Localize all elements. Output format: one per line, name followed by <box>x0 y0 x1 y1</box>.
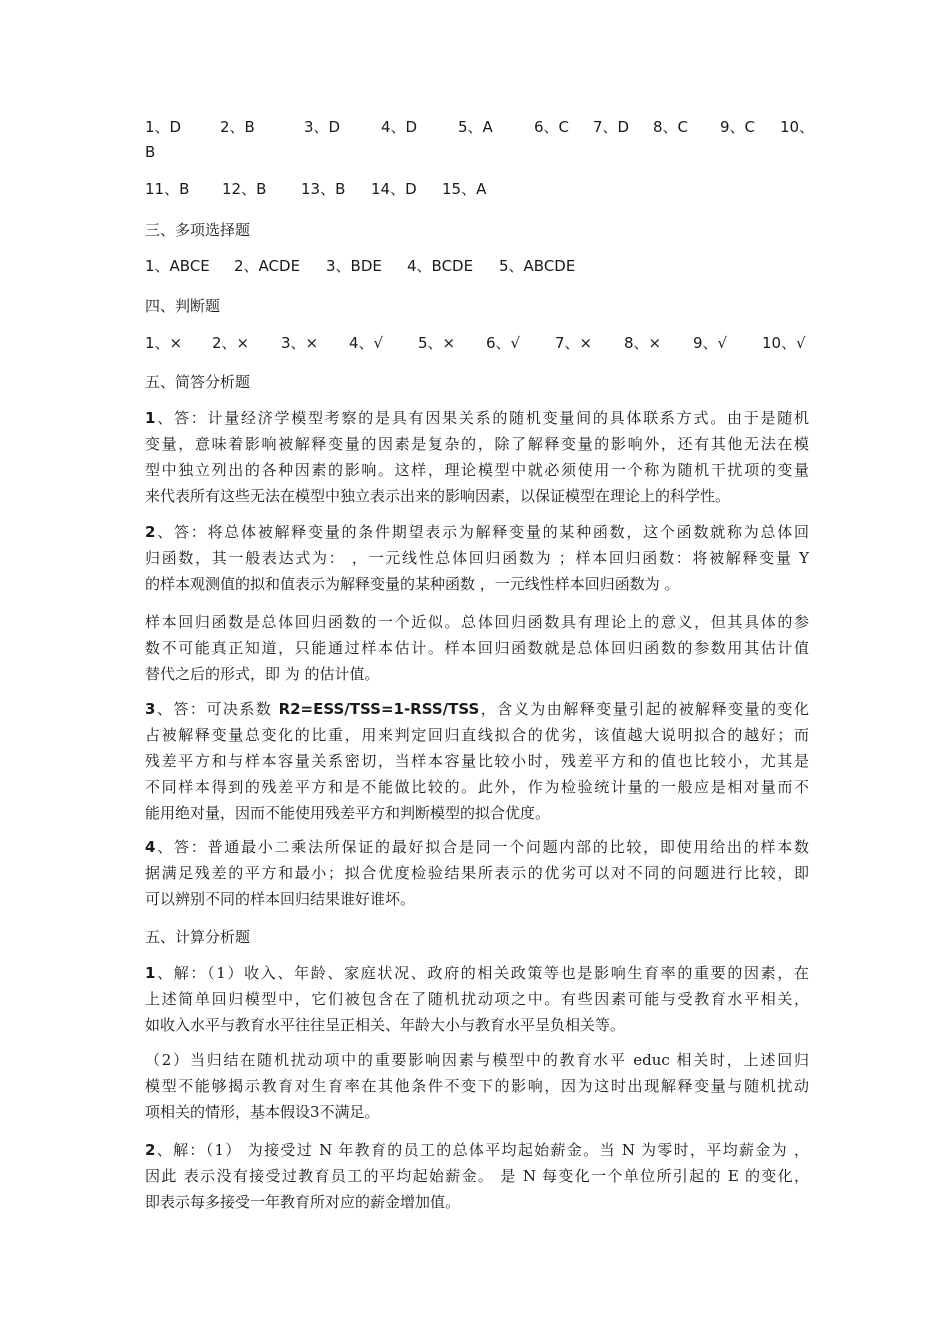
section-heading-calculation: 五、计算分析题 <box>145 928 251 946</box>
paragraph-line: 、答：将总体被解释变量的条件期望表示为解释变量的某种函数，这个函数就称为总体回 <box>155 523 809 541</box>
paragraph-line: ，含义为由解释变量引起的被解释变量的变化 <box>479 700 809 718</box>
calculation-q1-part2 <box>145 1047 809 1125</box>
paragraph-line: 不同样本得到的残差平方和是不能做比较的。此外，作为检验统计量的一般应是相对量而不 <box>145 778 809 796</box>
answer-item: 9、C <box>720 118 756 136</box>
answer-item: 2、B <box>220 118 255 136</box>
answer-item: 4、D <box>381 118 418 136</box>
calculation-q1 <box>145 960 809 1038</box>
formula: R2=ESS/TSS=1-RSS/TSS <box>278 700 480 718</box>
paragraph-line: 型中独立列出的各种因素的影响。这样，理论模型中就必须使用一个称为随机干扰项的变量 <box>145 461 809 479</box>
short-answer-q2 <box>145 519 809 597</box>
answer-item: 1、D <box>145 118 182 136</box>
paragraph-line: 即表示每多接受一年教育所对应的薪金增加值。 <box>145 1193 461 1211</box>
answer-item: 14、D <box>371 180 417 198</box>
paragraph-line: 项相关的情形，基本假设3不满足。 <box>145 1103 380 1121</box>
paragraph-line: 归函数，其一般表达式为： ，一元线性总体回归函数为 ；样本回归函数：将被解释变量 Y <box>145 549 809 567</box>
paragraph-line: 模型不能够揭示教育对生育率在其他条件不变下的影响，因为这时出现解释变量与随机扰动 <box>145 1077 809 1095</box>
paragraph-line: 占被解释变量总变化的比重，用来判定回归直线拟合的优劣，该值越大说明拟合的越好；而 <box>145 726 809 744</box>
question-number: 1 <box>145 409 156 427</box>
answer-item: 4、√ <box>349 334 384 352</box>
section-heading-multi-choice: 三、多项选择题 <box>145 221 251 239</box>
answer-item: 3、D <box>304 118 341 136</box>
answer-item: 6、√ <box>486 334 521 352</box>
paragraph-line: 能用绝对量，因而不能使用残差平方和判断模型的拟合优度。 <box>145 804 551 822</box>
answer-item: 4、BCDE <box>407 257 474 275</box>
answer-item: 6、C <box>534 118 570 136</box>
answer-item: 5、× <box>418 334 456 352</box>
answer-item: 10、 <box>780 118 815 136</box>
question-number: 4 <box>145 838 156 856</box>
paragraph-line: 样本回归函数是总体回归函数的一个近似。总体回归函数具有理论上的意义，但其具体的参 <box>145 613 809 631</box>
section-heading-judgement: 四、判断题 <box>145 297 221 315</box>
answer-item: 3、× <box>281 334 319 352</box>
paragraph-line: 据满足残差的平方和最小；拟合优度检验结果所表示的优劣可以对不同的问题进行比较，即 <box>145 864 809 882</box>
paragraph-line: 因此 表示没有接受过教育员工的平均起始薪金。 是 N 每变化一个单位所引起的 E 的变化， <box>145 1167 809 1185</box>
paragraph-line: 替代之后的形式，即 为 的估计值。 <box>145 665 380 683</box>
paragraph-line: 的样本观测值的拟和值表示为解释变量的某种函数 ，一元线性样本回归函数为 。 <box>145 575 680 593</box>
answer-item: 7、D <box>593 118 630 136</box>
paragraph-line: 、解：（1）收入、年龄、家庭状况、政府的相关政策等也是影响生育率的重要的因素，在 <box>155 964 809 982</box>
paragraph-line: 变量，意味着影响被解释变量的因素是复杂的，除了解释变量的影响外，还有其他无法在模 <box>145 435 809 453</box>
answer-item: B <box>145 143 156 161</box>
question-number: 2 <box>145 523 156 541</box>
answer-item: 8、× <box>624 334 662 352</box>
paragraph-line: 如收入水平与教育水平往往呈正相关、年龄大小与教育水平呈负相关等。 <box>145 1016 626 1034</box>
short-answer-q4 <box>145 834 809 912</box>
answer-item: 1、ABCE <box>145 257 210 275</box>
answer-item: 13、B <box>301 180 346 198</box>
answer-item: 8、C <box>653 118 689 136</box>
short-answer-q1 <box>145 405 809 509</box>
section-heading-short-answer: 五、简答分析题 <box>145 373 251 391</box>
paragraph-line: 、答：普通最小二乘法所保证的最好拟合是同一个问题内部的比较，即使用给出的样本数 <box>155 838 809 856</box>
calculation-q2 <box>145 1137 809 1215</box>
short-answer-q2-para2 <box>145 609 809 687</box>
answer-item: 2、× <box>212 334 250 352</box>
paragraph-line: 、答：可决系数 <box>155 700 279 718</box>
question-number: 3 <box>145 700 156 718</box>
answer-item: 5、A <box>458 118 493 136</box>
answer-item: 12、B <box>222 180 267 198</box>
paragraph-line: 上述简单回归模型中，它们被包含在了随机扰动项之中。有些因素可能与受教育水平相关， <box>145 990 809 1008</box>
answer-item: 7、× <box>555 334 593 352</box>
answer-item: 11、B <box>145 180 190 198</box>
answer-item: 3、BDE <box>326 257 382 275</box>
answer-item: 15、A <box>442 180 487 198</box>
answer-item: 5、ABCDE <box>499 257 576 275</box>
short-answer-q3 <box>145 696 809 826</box>
answer-item: 10、√ <box>762 334 806 352</box>
answer-item: 2、ACDE <box>234 257 301 275</box>
paragraph-line: （2）当归结在随机扰动项中的重要影响因素与模型中的教育水平 educ 相关时，上述回归 <box>145 1051 809 1069</box>
answer-item: 1、× <box>145 334 183 352</box>
answer-item: 9、√ <box>693 334 728 352</box>
question-number: 2 <box>145 1141 156 1159</box>
paragraph-line: 来代表所有这些无法在模型中独立表示出来的影响因素，以保证模型在理论上的科学性。 <box>145 487 731 505</box>
paragraph-line: 数不可能真正知道，只能通过样本估计。样本回归函数就是总体回归函数的参数用其估计值 <box>145 639 809 657</box>
question-number: 1 <box>145 964 156 982</box>
paragraph-line: 、答：计量经济学模型考察的是具有因果关系的随机变量间的具体联系方式。由于是随机 <box>155 409 809 427</box>
paragraph-line: 可以辨别不同的样本回归结果谁好谁坏。 <box>145 890 416 908</box>
paragraph-line: 残差平方和与样本容量关系密切，当样本容量比较小时，残差平方和的值也比较小，尤其是 <box>145 752 809 770</box>
paragraph-line: 、解：（1） 为接受过 N 年教育的员工的总体平均起始薪金。当 N 为零时，平均薪金为 ， <box>155 1141 809 1159</box>
